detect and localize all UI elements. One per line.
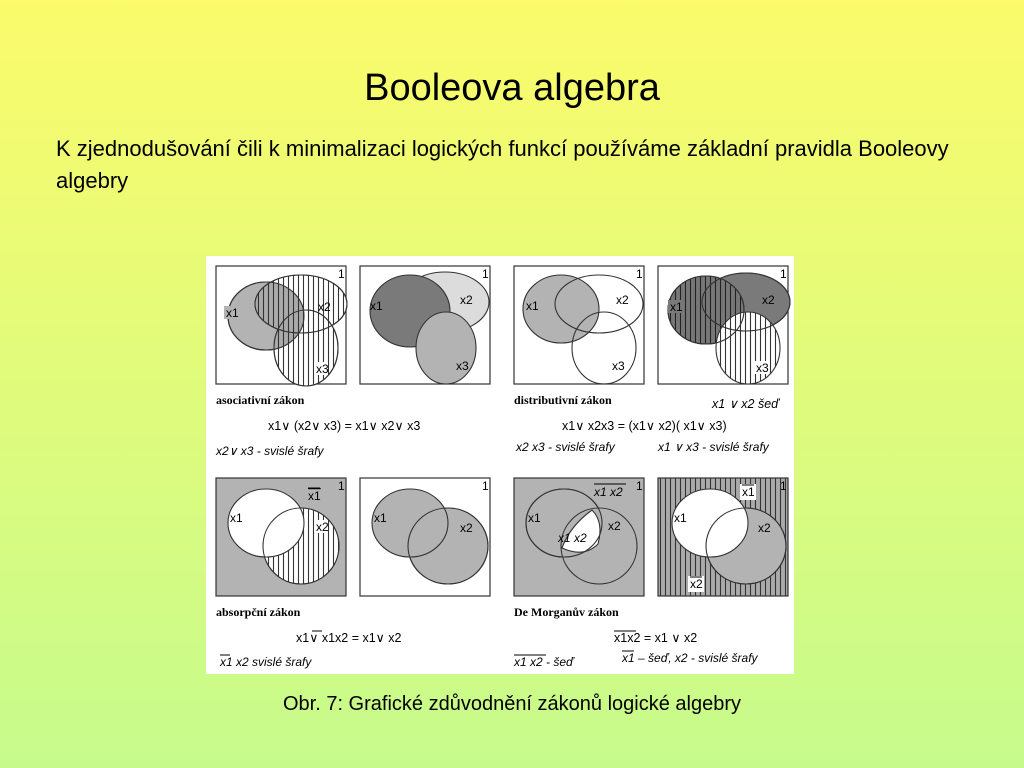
intro-text: K zjednodušování čili k minimalizaci logických funkcí používáme základní pravidla Booleovy algebry <box>56 136 949 193</box>
label-x2: x2 <box>460 293 473 307</box>
label-x1: x1 <box>528 511 541 525</box>
distributive-law-name: distributivní zákon <box>514 393 612 407</box>
label-x1: x1 <box>374 511 387 525</box>
label-x2: x2 <box>758 521 771 535</box>
label-x2: x2 <box>460 521 473 535</box>
venn-diagram-absorption-left <box>216 478 346 596</box>
demorgan-formula: x1x2 = x1 ∨ x2 <box>614 631 698 645</box>
label-not-x1: x1 <box>742 485 755 499</box>
label-x2: x2 <box>318 300 331 314</box>
label-x2: x2 <box>608 519 621 533</box>
label-x3: x3 <box>456 359 469 373</box>
associative-formula: x1∨ (x2∨ x3) = x1∨ x2∨ x3 <box>268 419 421 433</box>
absorption-law-name: absorpční zákon <box>216 605 301 619</box>
venn-diagram-distributive-left <box>514 266 644 384</box>
label-x1: x1 <box>670 300 683 314</box>
universe-label: 1 <box>780 479 787 493</box>
label-x3: x3 <box>316 362 329 376</box>
distributive-shade-note: x1 ∨ x2 šeď <box>712 397 779 411</box>
associative-law-name: asociativní zákon <box>216 393 305 407</box>
label-x2: x2 <box>616 293 629 307</box>
venn-diagram-absorption-right <box>360 478 490 596</box>
label-x1: x1 <box>230 511 243 525</box>
universe-label: 1 <box>338 479 345 493</box>
label-x1-x2: x1 x2 <box>558 531 587 545</box>
venn-figure <box>206 256 794 674</box>
venn-diagram-associative-right <box>360 266 490 384</box>
label-x3: x3 <box>612 359 625 373</box>
label-x2: x2 <box>316 520 329 534</box>
label-x1: x1 <box>526 299 539 313</box>
label-x1: x1 <box>674 511 687 525</box>
universe-label: 1 <box>636 267 643 281</box>
venn-diagram-demorgan-left <box>514 478 644 596</box>
label-x1: x1 <box>226 306 239 320</box>
associative-note: x2∨ x3 - svislé šrafy <box>216 444 324 458</box>
absorption-note: x1 x2 svislé šrafy <box>220 655 312 669</box>
universe-label: 1 <box>482 267 489 281</box>
universe-label: 1 <box>780 267 787 281</box>
venn-diagram-associative-left <box>216 266 347 386</box>
figure-caption: Obr. 7: Grafické zdůvodnění zákonů logické algebry <box>282 693 742 715</box>
label-x1: x1 <box>370 299 383 313</box>
venn-diagram-distributive-right <box>658 266 790 384</box>
distributive-note-left: x2 x3 - svislé šrafy <box>516 440 615 454</box>
universe-label: 1 <box>636 479 643 493</box>
venn-diagram-demorgan-right <box>658 478 788 596</box>
label-x3: x3 <box>756 361 769 375</box>
demorgan-law-name: De Morganův zákon <box>514 605 619 619</box>
distributive-note-right: x1 ∨ x3 - svislé šrafy <box>658 440 769 454</box>
universe-label: 1 <box>482 479 489 493</box>
distributive-formula: x1∨ x2x3 = (x1∨ x2)( x1∨ x3) <box>562 419 727 433</box>
demorgan-note-left: x1 x2 - šeď <box>514 655 574 669</box>
label-x2: x2 <box>762 293 775 307</box>
universe-label: 1 <box>338 267 345 281</box>
slide-title: Booleova algebra <box>364 67 660 109</box>
label-not-x2: x2 <box>690 577 703 591</box>
label-not-x1: x1 <box>308 489 321 503</box>
absorption-formula: x1∨ x1x2 = x1∨ x2 <box>296 631 402 645</box>
label-not-x1x2: x1 x2 <box>594 485 623 499</box>
demorgan-note-right: x1 – šeď, x2 - svislé šrafy <box>622 651 758 665</box>
